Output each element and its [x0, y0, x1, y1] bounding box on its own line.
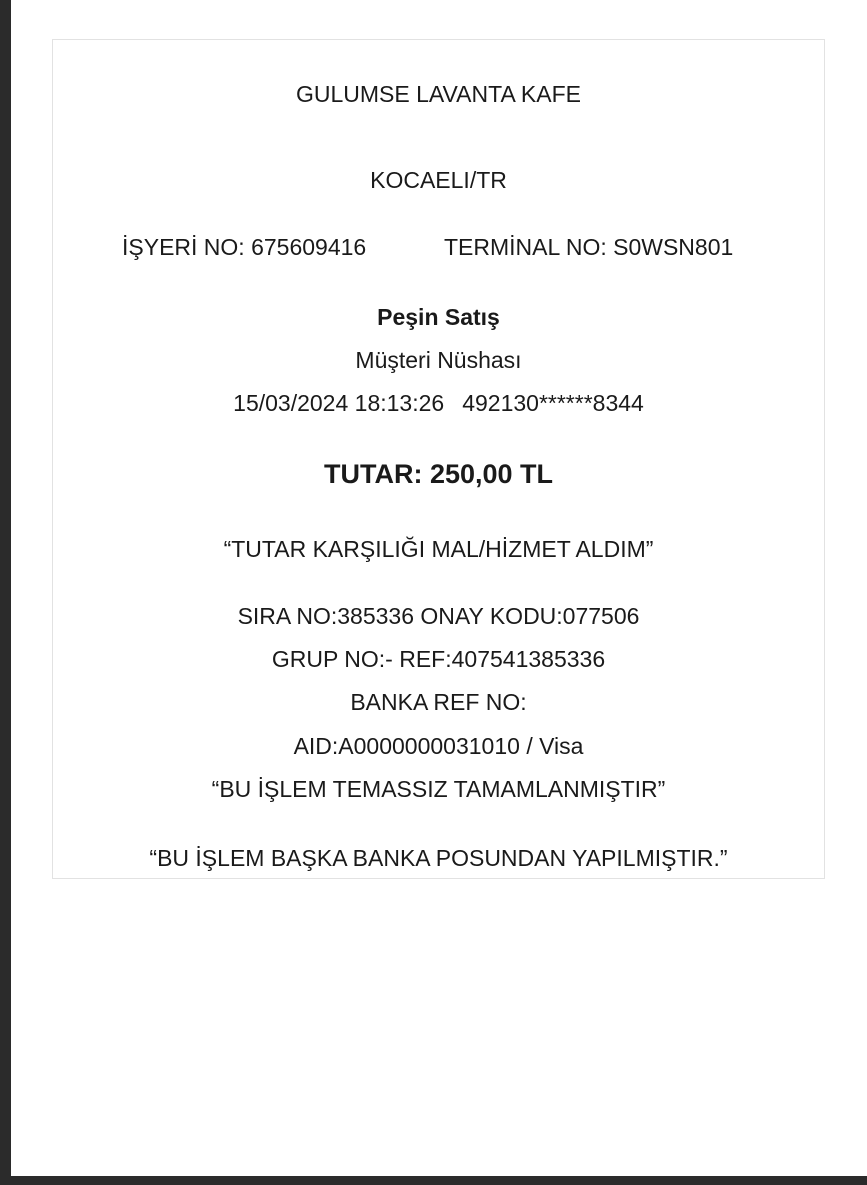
application-id: AID:A0000000031010 / Visa — [293, 733, 584, 759]
other-bank-note: “BU İŞLEM BAŞKA BANKA POSUNDAN YAPILMIŞTIR.” — [149, 845, 728, 871]
bank-reference: BANKA REF NO: — [350, 689, 527, 715]
transaction-type: Peşin Satış — [377, 304, 500, 330]
datetime-card-line — [53, 389, 824, 417]
copy-label: Müşteri Nüshası — [355, 347, 522, 373]
transaction-amount: TUTAR: 250,00 TL — [323, 459, 554, 489]
merchant-name: GULUMSE LAVANTA KAFE — [295, 81, 582, 107]
terminal-number: TERMİNAL NO: S0WSN801 — [444, 234, 734, 260]
merchant-number: İŞYERİ NO: 675609416 — [122, 234, 367, 260]
transaction-datetime: 15/03/2024 18:13:26 — [233, 390, 445, 416]
document-page — [11, 0, 867, 1176]
receipt — [52, 39, 825, 879]
group-reference: GRUP NO:- REF:407541385336 — [271, 646, 606, 672]
merchant-location: KOCAELI/TR — [370, 167, 507, 193]
sequence-approval: SIRA NO:385336 ONAY KODU:077506 — [237, 603, 640, 629]
contactless-note: “BU İŞLEM TEMASSIZ TAMAMLANMIŞTIR” — [211, 776, 666, 802]
masked-card-number: 492130******8344 — [462, 390, 644, 416]
goods-statement: “TUTAR KARŞILIĞI MAL/HİZMET ALDIM” — [223, 536, 654, 562]
